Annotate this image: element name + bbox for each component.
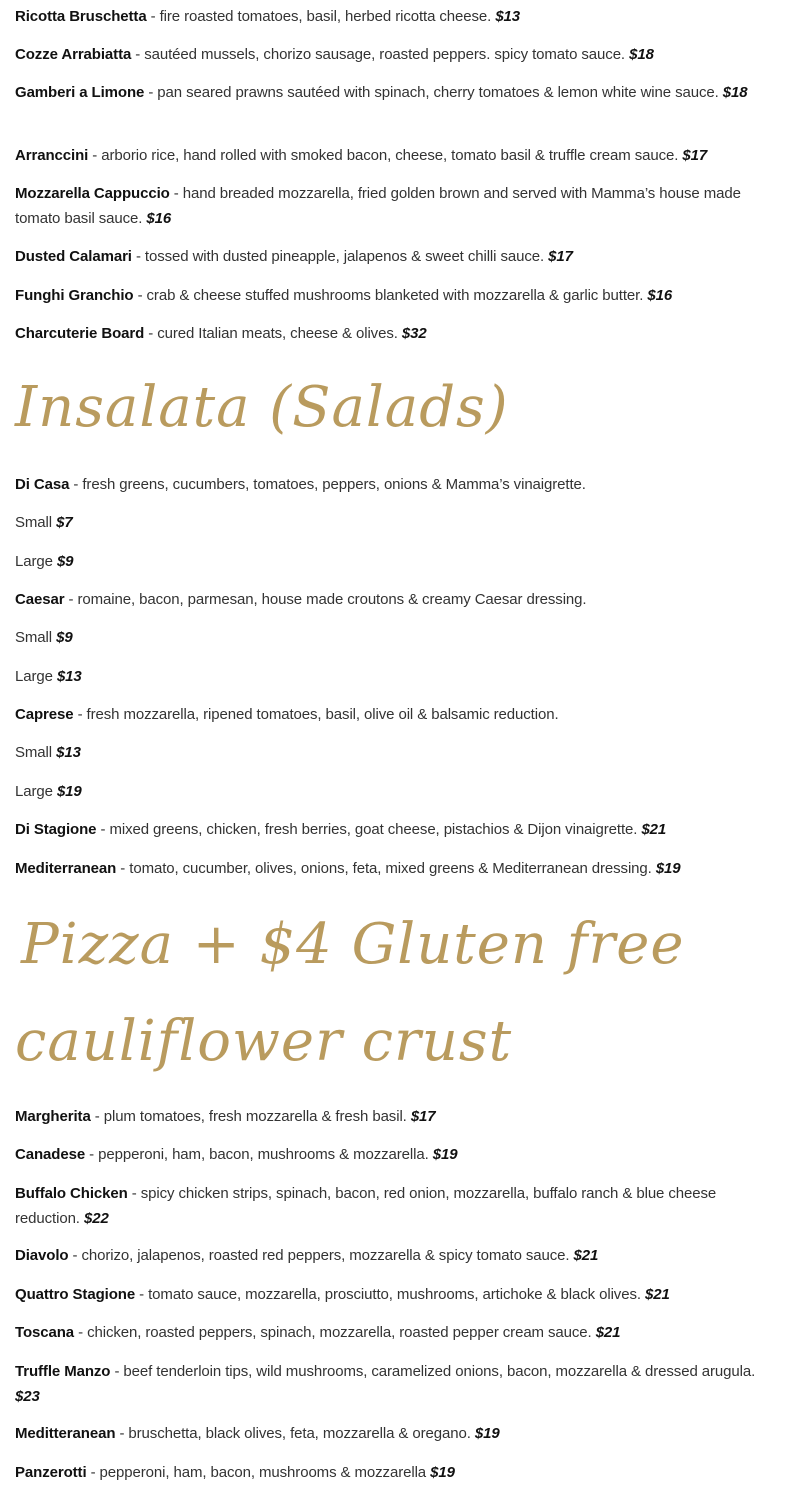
item-price: $21 [641, 821, 667, 838]
menu-item-mozzarella-cappuccio [15, 182, 775, 231]
size-label: Small [15, 629, 57, 646]
item-price: $17 [682, 147, 708, 164]
menu-item-ricotta-bruschetta [15, 5, 775, 30]
item-price: $19 [430, 1464, 455, 1481]
item-price: $16 [647, 287, 673, 304]
menu-item-funghi-granchio [15, 284, 775, 309]
menu-item-toscana [15, 1321, 775, 1346]
item-price: $9 [56, 629, 73, 646]
menu-item-panzerotti [15, 1461, 775, 1486]
item-price: $21 [595, 1324, 621, 1341]
item-price: $13 [56, 668, 82, 685]
item-name: Quattro Stagione [15, 1286, 136, 1303]
item-description: - cured Italian meats, cheese & olives. [144, 325, 402, 342]
item-description: - bruschetta, black olives, feta, mozzarella & oregano. [115, 1425, 475, 1442]
menu-item-margherita [15, 1105, 775, 1130]
menu-item-di-casa [15, 473, 775, 498]
item-description: - chicken, roasted peppers, spinach, mozzarella, roasted pepper cream sauce. [74, 1324, 596, 1341]
item-price: $17 [548, 248, 573, 265]
item-description: - tossed with dusted pineapple, jalapenos & sweet chilli sauce. [131, 248, 549, 265]
item-description: - romaine, bacon, parmesan, house made croutons & creamy Caesar dressing. [64, 591, 587, 608]
item-name: Canadese [15, 1146, 86, 1163]
size-option-large [15, 550, 775, 575]
menu-item-meditteranean [15, 1422, 775, 1447]
item-description: - pan seared prawns sautéed with spinach, cherry tomatoes & lemon white wine sauce. [144, 84, 723, 101]
item-description: - fresh greens, cucumbers, tomatoes, peppers, onions & Mamma’s vinaigrette. [69, 476, 586, 493]
item-price: $17 [410, 1108, 436, 1125]
item-description: - chorizo, jalapenos, roasted red peppers, mozzarella & spicy tomato sauce. [68, 1247, 574, 1264]
item-price: $32 [401, 325, 427, 342]
menu-item-cozze-arrabiatta [15, 43, 775, 68]
item-description: - plum tomatoes, fresh mozzarella & fresh basil. [90, 1108, 411, 1125]
item-name: Gamberi a Limone [15, 84, 145, 101]
item-price: $13 [56, 744, 81, 761]
item-price: $13 [495, 8, 521, 25]
item-name: Dusted Calamari [15, 248, 132, 265]
item-price: $22 [83, 1209, 109, 1227]
item-name: Mediterranean [15, 860, 117, 877]
menu-item-dusted-calamari [15, 245, 775, 270]
size-option-large [15, 665, 775, 690]
item-name: Caesar [15, 591, 65, 608]
item-price: $18 [629, 46, 654, 63]
item-description: - tomato sauce, mozzarella, prosciutto, mushrooms, artichoke & black olives. [135, 1286, 645, 1303]
item-description: - mixed greens, chicken, fresh berries, goat cheese, pistachios & Dijon vinaigrette. [96, 821, 642, 838]
item-description: - fire roasted tomatoes, basil, herbed ricotta cheese. [146, 8, 496, 25]
size-label: Large [15, 783, 57, 800]
size-option-small [15, 626, 775, 651]
item-name: Funghi Granchio [15, 287, 134, 304]
item-description: - arborio rice, hand rolled with smoked bacon, cheese, tomato basil & truffle cream sauce. [88, 147, 683, 164]
item-name: Di Casa [15, 476, 70, 493]
item-name: Ricotta Bruschetta [15, 8, 147, 25]
item-description: - sautéed mussels, chorizo sausage, roasted peppers. spicy tomato sauce. [131, 46, 630, 63]
item-price: $21 [573, 1247, 599, 1264]
menu-item-arranccini [15, 144, 775, 169]
item-price: $19 [474, 1425, 500, 1442]
menu-item-buffalo-chicken [15, 1182, 775, 1231]
item-description: - beef tenderloin tips, wild mushrooms, caramelized onions, bacon, mozzarella & dressed arugula. [110, 1363, 756, 1380]
item-name: Arranccini [15, 147, 89, 164]
item-name: Truffle Manzo [15, 1363, 111, 1380]
item-name: Panzerotti [15, 1464, 87, 1481]
item-description: - crab & cheese stuffed mushrooms blanketed with mozzarella & garlic butter. [133, 287, 648, 304]
menu-item-mediterranean [15, 857, 775, 882]
item-name: Di Stagione [15, 821, 97, 838]
item-name: Meditteranean [15, 1425, 116, 1442]
item-description: - fresh mozzarella, ripened tomatoes, basil, olive oil & balsamic reduction. [73, 706, 559, 723]
item-description: - pepperoni, ham, bacon, mushrooms & mozzarella. [85, 1146, 433, 1163]
item-price: $16 [146, 209, 172, 227]
size-option-small [15, 511, 775, 536]
size-label: Large [15, 668, 57, 685]
size-option-small [15, 741, 775, 766]
menu-item-caprese [15, 703, 775, 728]
item-description: - tomato, cucumber, olives, onions, feta, mixed greens & Mediterranean dressing. [116, 860, 656, 877]
size-label: Small [15, 744, 57, 761]
menu-item-di-stagione [15, 818, 775, 843]
item-price: $19 [655, 860, 681, 877]
item-name: Toscana [15, 1324, 75, 1341]
menu-item-charcuterie-board [15, 322, 775, 347]
item-name: Mozzarella Cappuccio [15, 185, 170, 202]
section-heading-salads: Insalata (Salads) [15, 375, 509, 440]
item-description: - spicy chicken strips, spinach, bacon, red onion, mozzarella, buffalo ranch & blue cheese reduction. [15, 1185, 717, 1227]
size-option-large [15, 780, 775, 805]
menu-item-truffle-manzo [15, 1360, 775, 1409]
menu-item-quattro-stagione [15, 1283, 775, 1308]
item-name: Caprese [15, 706, 74, 723]
item-name: Diavolo [15, 1247, 69, 1264]
item-name: Cozze Arrabiatta [15, 46, 132, 63]
item-description: - hand breaded mozzarella, fried golden brown and served with Mamma’s house made tomato basil sauce. [15, 185, 741, 227]
item-name: Charcuterie Board [15, 325, 145, 342]
item-name: Margherita [15, 1108, 91, 1125]
item-price: $21 [644, 1286, 670, 1303]
size-label: Large [15, 553, 57, 570]
item-price: $18 [722, 84, 748, 101]
item-price: $9 [56, 553, 74, 570]
menu-item-canadese [15, 1143, 775, 1168]
item-name: Buffalo Chicken [15, 1185, 128, 1202]
size-label: Small [15, 514, 57, 531]
item-price: $23 [15, 1387, 40, 1405]
menu-item-caesar [15, 588, 775, 613]
menu-item-gamberi-a-limone [15, 81, 775, 106]
item-price: $19 [56, 783, 82, 800]
menu-item-diavolo [15, 1244, 775, 1269]
section-heading-pizza-line1: Pizza + $4 Gluten free [21, 912, 685, 977]
item-description: - pepperoni, ham, bacon, mushrooms & mozzarella [86, 1464, 431, 1481]
item-price: $7 [56, 514, 73, 531]
item-price: $19 [432, 1146, 458, 1163]
section-heading-pizza-line2: cauliflower crust [15, 1009, 513, 1074]
